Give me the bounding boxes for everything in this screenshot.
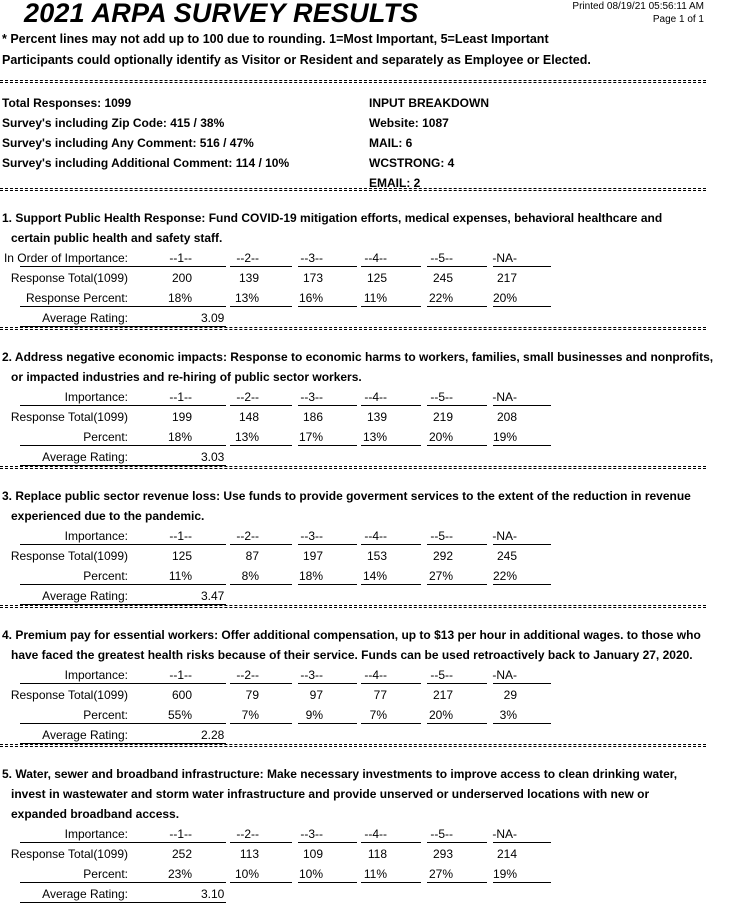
value-cell: 219 xyxy=(432,410,453,424)
cell-underline xyxy=(427,544,487,545)
section-divider xyxy=(0,327,706,328)
cell-underline xyxy=(361,842,421,843)
response-total-row xyxy=(0,268,706,288)
importance-row xyxy=(0,387,706,407)
row-underline xyxy=(20,723,160,724)
report-title: 2021 ARPA SURVEY RESULTS xyxy=(24,0,419,28)
value-cell: 217 xyxy=(432,688,453,702)
value-cell: 27% xyxy=(428,867,453,881)
value-cell: 600 xyxy=(171,688,192,702)
cell-underline xyxy=(427,445,487,446)
percent-row xyxy=(0,566,706,586)
cell-underline xyxy=(361,723,421,724)
row-label: Percent: xyxy=(83,867,128,881)
printed-timestamp: Printed 08/19/21 05:56:11 AM xyxy=(572,1,704,12)
row-label: Importance: xyxy=(64,529,128,543)
row-label: Response Percent: xyxy=(25,291,128,305)
cell-underline xyxy=(160,902,226,903)
cell-underline xyxy=(230,584,292,585)
row-underline xyxy=(20,584,160,585)
question-title-line: experienced due to the pandemic. xyxy=(11,509,205,523)
value-cell: 118 xyxy=(367,847,387,861)
value-cell: 18% xyxy=(167,430,192,444)
value-cell: 20% xyxy=(428,430,453,444)
importance-row xyxy=(0,526,706,546)
cell-underline xyxy=(493,445,551,446)
cell-underline xyxy=(298,266,357,267)
value-cell: 55% xyxy=(167,708,192,722)
value-cell: 77 xyxy=(373,688,387,702)
value-cell: 186 xyxy=(302,410,323,424)
value-cell: --1-- xyxy=(169,529,192,543)
additional-comment-count: Survey's including Additional Comment: 114 / 10% xyxy=(2,156,290,170)
value-cell: --3-- xyxy=(300,390,323,404)
value-cell: --1-- xyxy=(169,827,192,841)
row-underline xyxy=(20,405,160,406)
question-title-line: 1. Support Public Health Response: Fund COVID-19 mitigation efforts, medical expenses, behavioral healthcare and xyxy=(2,211,663,225)
row-label: Average Rating: xyxy=(42,728,128,742)
row-underline xyxy=(20,882,160,883)
print-info xyxy=(572,0,704,26)
cell-underline xyxy=(298,544,357,545)
value-cell: 9% xyxy=(305,708,323,722)
value-cell: 19% xyxy=(492,430,517,444)
cell-underline xyxy=(427,306,487,307)
cell-underline xyxy=(160,842,226,843)
value-cell: --2-- xyxy=(236,251,259,265)
average-value: 3.09 xyxy=(201,311,225,325)
value-cell: 87 xyxy=(245,549,259,563)
cell-underline xyxy=(427,723,487,724)
value-cell: 19% xyxy=(492,867,517,881)
cell-underline xyxy=(298,405,357,406)
average-rating-row xyxy=(0,586,706,606)
value-cell: 200 xyxy=(171,271,192,285)
value-cell: --5-- xyxy=(430,251,453,265)
row-underline xyxy=(20,544,160,545)
cell-underline xyxy=(361,306,421,307)
value-cell: 199 xyxy=(171,410,192,424)
cell-underline xyxy=(427,405,487,406)
value-cell: 11% xyxy=(168,569,192,583)
cell-underline xyxy=(230,683,292,684)
cell-underline xyxy=(493,306,551,307)
breakdown-wcstrong: WCSTRONG: 4 xyxy=(369,156,455,170)
value-cell: 11% xyxy=(363,867,387,881)
value-cell: 13% xyxy=(362,430,387,444)
cell-underline xyxy=(298,584,357,585)
value-cell: -NA- xyxy=(492,251,517,265)
cell-underline xyxy=(160,544,226,545)
value-cell: 214 xyxy=(496,847,517,861)
row-label: Average Rating: xyxy=(42,450,128,464)
cell-underline xyxy=(298,723,357,724)
cell-underline xyxy=(427,584,487,585)
value-cell: 153 xyxy=(366,549,387,563)
row-underline xyxy=(20,445,160,446)
row-label: Average Rating: xyxy=(42,311,128,325)
cell-underline xyxy=(230,445,292,446)
value-cell: --4-- xyxy=(364,827,387,841)
average-rating-row xyxy=(0,308,706,328)
average-rating-row xyxy=(0,725,706,745)
question-title xyxy=(2,208,714,248)
any-comment-count: Survey's including Any Comment: 516 / 47% xyxy=(2,136,254,150)
cell-underline xyxy=(230,544,292,545)
divider xyxy=(0,80,706,81)
cell-underline xyxy=(298,842,357,843)
cell-underline xyxy=(160,584,226,585)
value-cell: 125 xyxy=(171,549,192,563)
average-value: 2.28 xyxy=(201,728,225,742)
average-rating-row xyxy=(0,884,706,904)
cell-underline xyxy=(493,544,551,545)
value-cell: 197 xyxy=(302,549,323,563)
cell-underline xyxy=(160,405,226,406)
value-cell: 22% xyxy=(428,291,453,305)
value-cell: 125 xyxy=(366,271,387,285)
value-cell: 29 xyxy=(503,688,517,702)
value-cell: --3-- xyxy=(300,251,323,265)
participant-note: Participants could optionally identify as Visitor or Resident and separately as Employee or Elected. xyxy=(2,53,591,67)
value-cell: 22% xyxy=(492,569,517,583)
importance-row xyxy=(0,665,706,685)
cell-underline xyxy=(160,266,226,267)
value-cell: --5-- xyxy=(430,827,453,841)
row-label: Average Rating: xyxy=(42,589,128,603)
value-cell: 8% xyxy=(241,569,259,583)
cell-underline xyxy=(493,266,551,267)
cell-underline xyxy=(361,445,421,446)
cell-underline xyxy=(230,306,292,307)
question-title-line: have faced the greatest health risks because of their service. Funds can be used retroactively back to January 27, 2020. xyxy=(11,648,693,662)
question-title-line: 4. Premium pay for essential workers: Offer additional compensation, up to $13 per hour in additional wages. to those who xyxy=(2,628,701,642)
cell-underline xyxy=(230,405,292,406)
value-cell: 17% xyxy=(298,430,323,444)
value-cell: 293 xyxy=(432,847,453,861)
cell-underline xyxy=(160,306,226,307)
value-cell: 10% xyxy=(298,867,323,881)
section-divider xyxy=(0,605,706,606)
response-total-row xyxy=(0,407,706,427)
cell-underline xyxy=(298,683,357,684)
average-value: 3.03 xyxy=(201,450,225,464)
value-cell: 11% xyxy=(363,291,387,305)
row-label: Percent: xyxy=(83,569,128,583)
average-value: 3.47 xyxy=(201,589,225,603)
section-divider xyxy=(0,744,706,745)
value-cell: 18% xyxy=(298,569,323,583)
cell-underline xyxy=(298,306,357,307)
percent-row xyxy=(0,705,706,725)
average-rating-row xyxy=(0,447,706,467)
question-title xyxy=(2,347,714,387)
cell-underline xyxy=(160,683,226,684)
value-cell: 23% xyxy=(167,867,192,881)
value-cell: --4-- xyxy=(364,668,387,682)
question-title-line: or impacted industries and re-hiring of public sector workers. xyxy=(11,370,362,384)
cell-underline xyxy=(298,445,357,446)
value-cell: 13% xyxy=(234,430,259,444)
importance-row xyxy=(0,248,706,268)
value-cell: --2-- xyxy=(236,668,259,682)
value-cell: 7% xyxy=(241,708,259,722)
cell-underline xyxy=(493,683,551,684)
value-cell: -NA- xyxy=(492,827,517,841)
section-divider xyxy=(0,188,706,189)
row-label: Response Total(1099) xyxy=(10,847,128,861)
row-underline xyxy=(20,842,160,843)
percent-row xyxy=(0,864,706,884)
value-cell: --5-- xyxy=(430,529,453,543)
value-cell: 173 xyxy=(302,271,323,285)
value-cell: 139 xyxy=(366,410,387,424)
response-total-row xyxy=(0,844,706,864)
question-title-line: 5. Water, sewer and broadband infrastructure: Make necessary investments to improve access to clean drinking water, xyxy=(2,767,678,781)
value-cell: 13% xyxy=(234,291,259,305)
question-title xyxy=(2,764,714,824)
importance-row xyxy=(0,824,706,844)
cell-underline xyxy=(361,405,421,406)
value-cell: 3% xyxy=(499,708,517,722)
value-cell: --5-- xyxy=(430,390,453,404)
value-cell: 18% xyxy=(167,291,192,305)
value-cell: 113 xyxy=(239,847,259,861)
cell-underline xyxy=(493,723,551,724)
cell-underline xyxy=(361,266,421,267)
row-label: Percent: xyxy=(83,708,128,722)
summary-stats xyxy=(2,93,289,173)
value-cell: -NA- xyxy=(492,390,517,404)
value-cell: 252 xyxy=(171,847,192,861)
section-divider xyxy=(0,466,706,467)
value-cell: 20% xyxy=(492,291,517,305)
total-responses: Total Responses: 1099 xyxy=(2,96,132,110)
cell-underline xyxy=(361,584,421,585)
value-cell: --4-- xyxy=(364,390,387,404)
rounding-note: * Percent lines may not add up to 100 due to rounding. 1=Most Important, 5=Least Important xyxy=(2,32,549,46)
cell-underline xyxy=(361,882,421,883)
row-underline xyxy=(20,902,160,903)
cell-underline xyxy=(230,266,292,267)
response-total-row xyxy=(0,685,706,705)
value-cell: --3-- xyxy=(300,668,323,682)
cell-underline xyxy=(160,882,226,883)
value-cell: --5-- xyxy=(430,668,453,682)
input-breakdown xyxy=(369,93,489,193)
value-cell: --2-- xyxy=(236,390,259,404)
breakdown-email: EMAIL: 2 xyxy=(369,176,421,190)
value-cell: 245 xyxy=(432,271,453,285)
cell-underline xyxy=(160,723,226,724)
row-label: Importance: xyxy=(64,390,128,404)
value-cell: 139 xyxy=(238,271,259,285)
cell-underline xyxy=(298,882,357,883)
question-title xyxy=(2,486,714,526)
percent-row xyxy=(0,288,706,308)
question-title-line: 2. Address negative economic impacts: Response to economic harms to workers, families, small businesses and nonprofits, xyxy=(2,350,714,364)
cell-underline xyxy=(230,882,292,883)
value-cell: 217 xyxy=(496,271,517,285)
row-label: Average Rating: xyxy=(42,887,128,901)
value-cell: 79 xyxy=(245,688,259,702)
row-label: Importance: xyxy=(64,827,128,841)
value-cell: --3-- xyxy=(300,529,323,543)
row-underline xyxy=(20,266,160,267)
cell-underline xyxy=(427,882,487,883)
value-cell: -NA- xyxy=(492,668,517,682)
value-cell: 16% xyxy=(298,291,323,305)
cell-underline xyxy=(493,882,551,883)
value-cell: --1-- xyxy=(169,390,192,404)
value-cell: 20% xyxy=(428,708,453,722)
cell-underline xyxy=(427,266,487,267)
value-cell: --4-- xyxy=(364,529,387,543)
row-label: Percent: xyxy=(83,430,128,444)
page-number: Page 1 of 1 xyxy=(652,14,704,25)
row-underline xyxy=(20,683,160,684)
value-cell: 27% xyxy=(428,569,453,583)
question-title-line: 3. Replace public sector revenue loss: Use funds to provide goverment services to the extent of the reduction in revenue xyxy=(2,489,691,503)
value-cell: 245 xyxy=(496,549,517,563)
question-title xyxy=(2,625,714,665)
average-value: 3.10 xyxy=(201,887,225,901)
cell-underline xyxy=(493,584,551,585)
zip-code-count: Survey's including Zip Code: 415 / 38% xyxy=(2,116,225,130)
value-cell: 148 xyxy=(238,410,259,424)
value-cell: 292 xyxy=(432,549,453,563)
row-label: Importance: xyxy=(64,668,128,682)
value-cell: -NA- xyxy=(492,529,517,543)
question-title-line: invest in wastewater and storm water infrastructure and provide unserved or underserved locations with new or xyxy=(11,787,650,801)
value-cell: 10% xyxy=(234,867,259,881)
row-label: Response Total(1099) xyxy=(10,410,128,424)
value-cell: --1-- xyxy=(169,668,192,682)
value-cell: 109 xyxy=(302,847,323,861)
row-label: Response Total(1099) xyxy=(10,688,128,702)
question-title-line: expanded broadband access. xyxy=(11,807,180,821)
cell-underline xyxy=(361,683,421,684)
row-label: Response Total(1099) xyxy=(10,549,128,563)
value-cell: 208 xyxy=(496,410,517,424)
value-cell: --4-- xyxy=(364,251,387,265)
row-underline xyxy=(20,306,160,307)
breakdown-mail: MAIL: 6 xyxy=(369,136,413,150)
cell-underline xyxy=(230,842,292,843)
value-cell: --3-- xyxy=(300,827,323,841)
value-cell: --2-- xyxy=(236,827,259,841)
cell-underline xyxy=(493,842,551,843)
value-cell: 97 xyxy=(309,688,323,702)
cell-underline xyxy=(427,842,487,843)
cell-underline xyxy=(160,445,226,446)
question-title-line: certain public health and safety staff. xyxy=(11,231,223,245)
breakdown-website: Website: 1087 xyxy=(369,116,449,130)
response-total-row xyxy=(0,546,706,566)
cell-underline xyxy=(493,405,551,406)
row-label: Response Total(1099) xyxy=(10,271,128,285)
percent-row xyxy=(0,427,706,447)
value-cell: --1-- xyxy=(169,251,192,265)
value-cell: 7% xyxy=(369,708,387,722)
cell-underline xyxy=(361,544,421,545)
cell-underline xyxy=(427,683,487,684)
row-label: In Order of Importance: xyxy=(3,251,128,265)
value-cell: --2-- xyxy=(236,529,259,543)
breakdown-heading: INPUT BREAKDOWN xyxy=(369,96,489,110)
cell-underline xyxy=(230,723,292,724)
value-cell: 14% xyxy=(362,569,387,583)
